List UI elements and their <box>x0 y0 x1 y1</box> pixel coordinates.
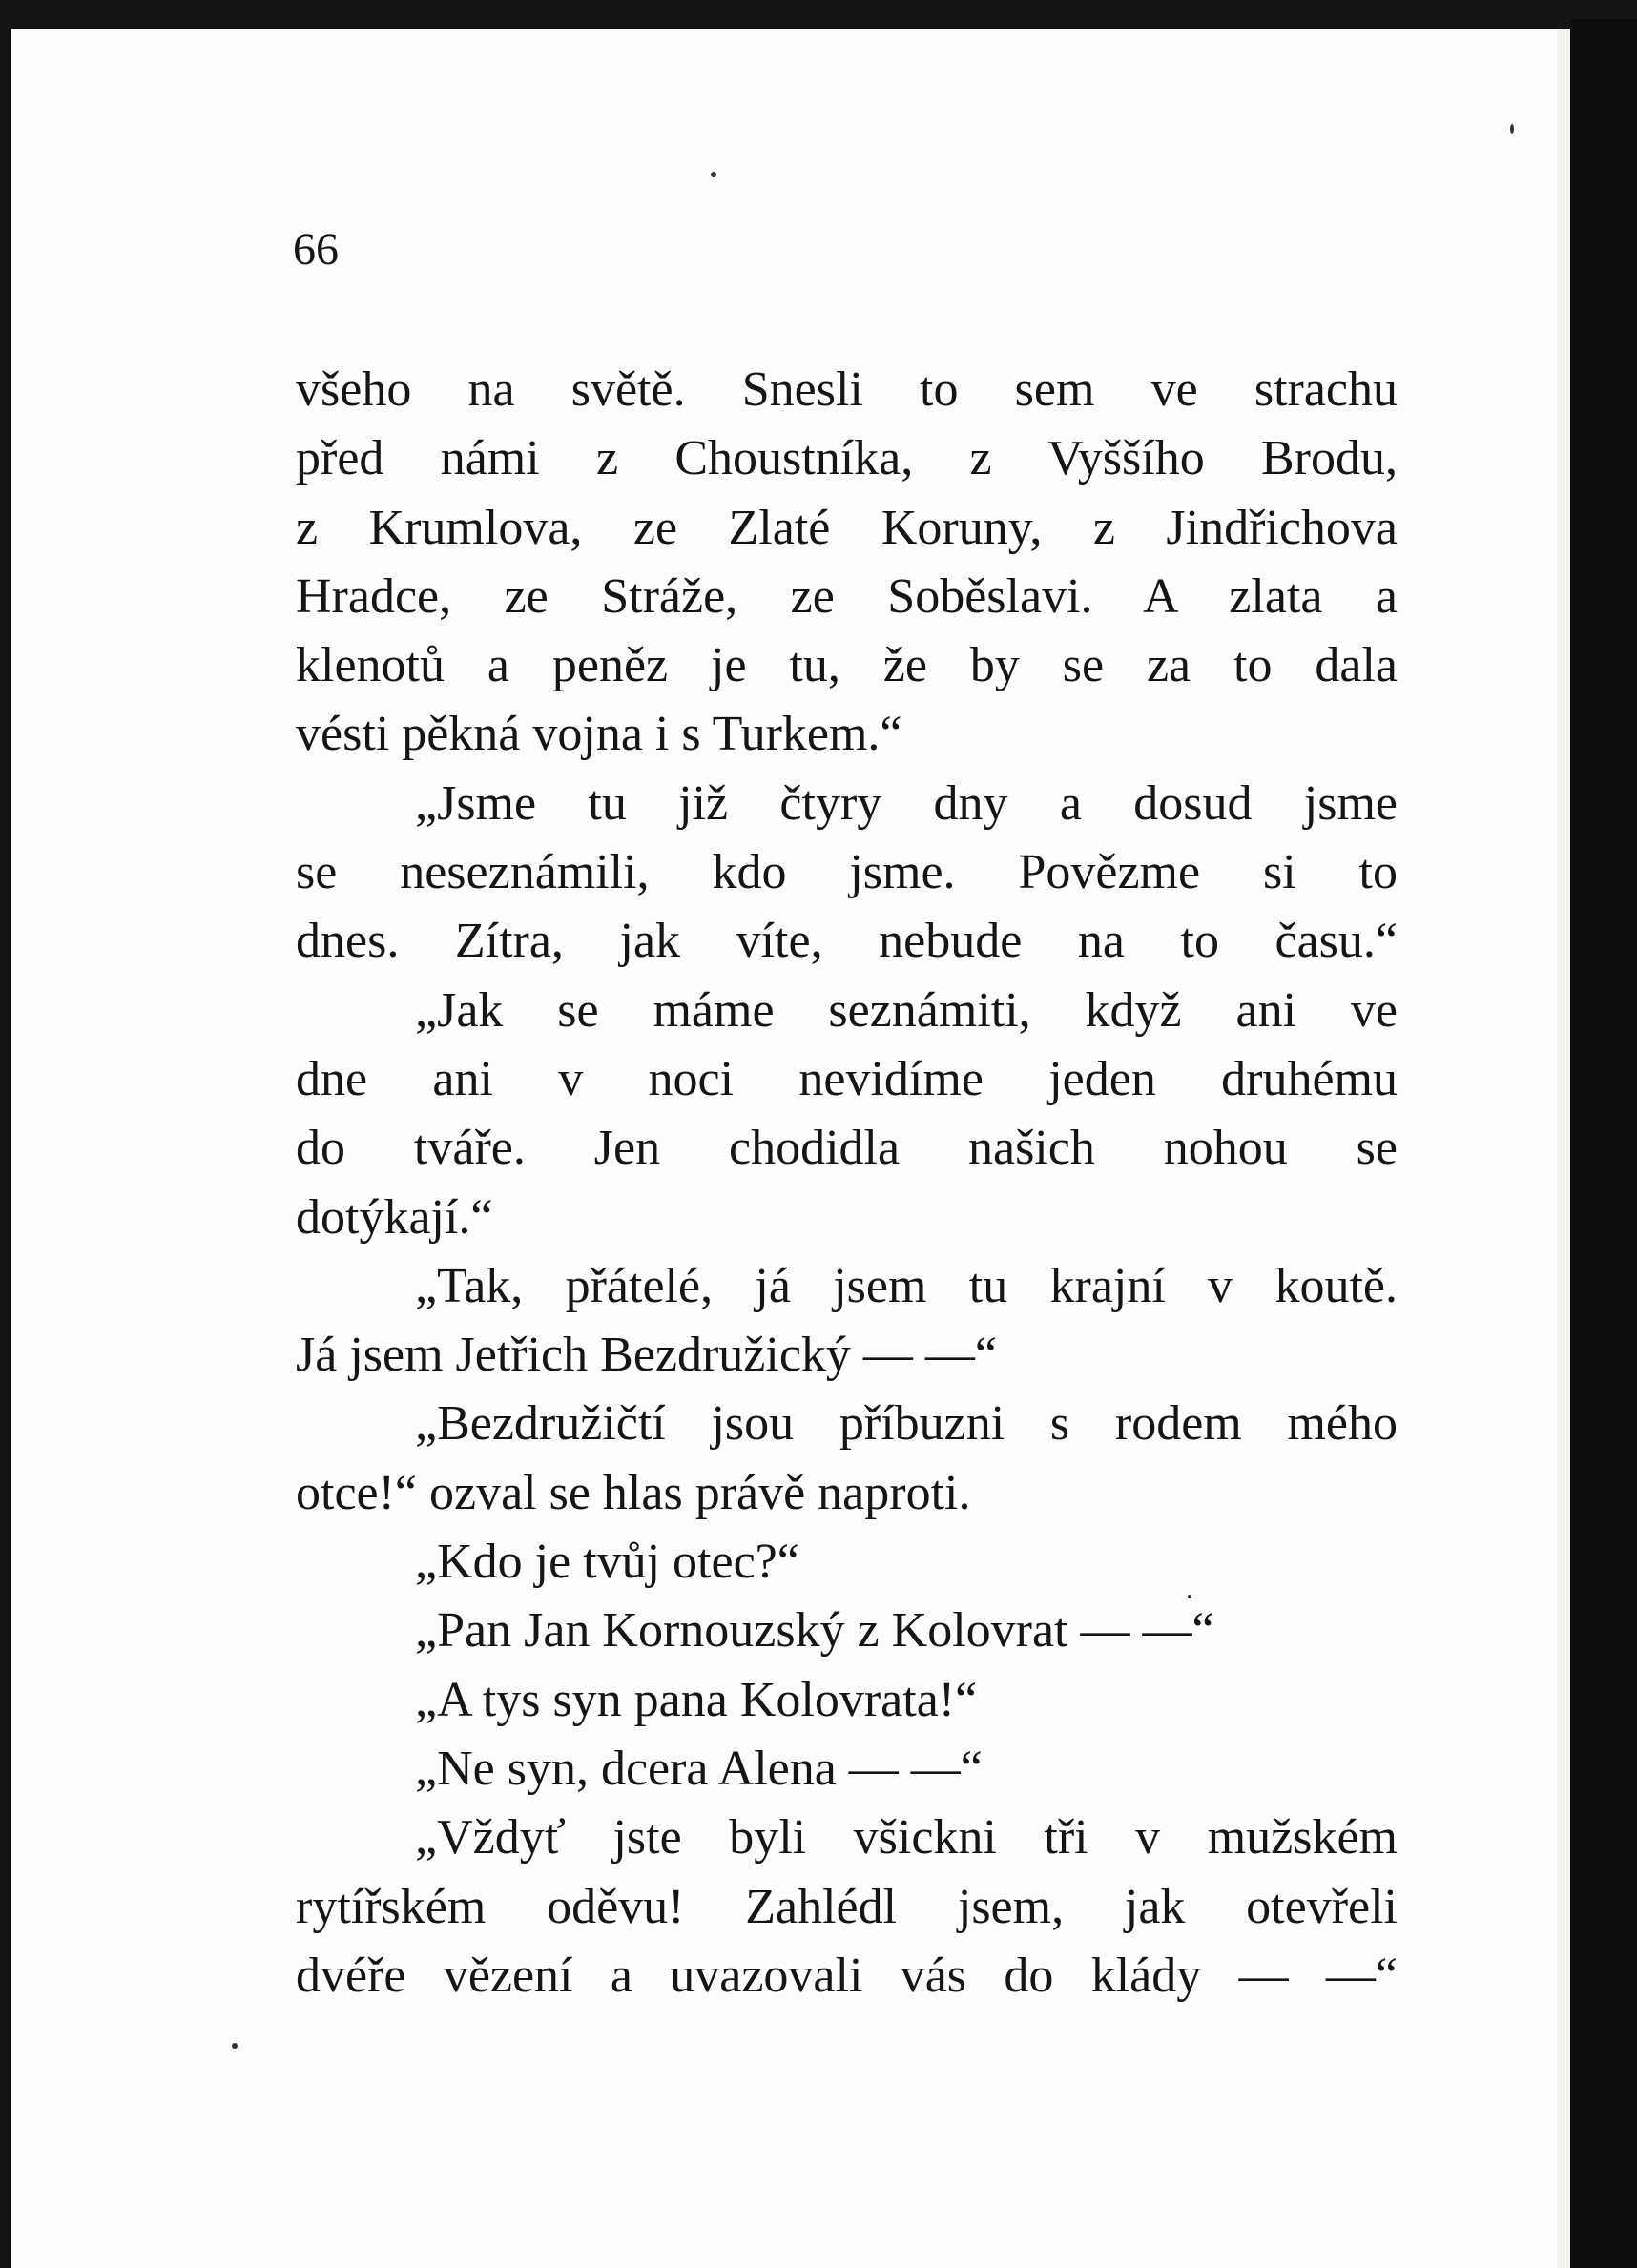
text-line: dne ani v noci nevidíme jeden druhému <box>296 1051 1398 1106</box>
text-line: „Jak se máme seznámiti, když ani ve <box>415 982 1398 1038</box>
text-line: „Vždyť jste byli všickni tři v mužském <box>415 1810 1398 1866</box>
text-line: „Ne syn, dcera Alena — —“ <box>415 1741 983 1796</box>
text-line: se neseznámili, kdo jsme. Povězme si to <box>296 845 1398 900</box>
text-line: vésti pěkná vojna i s Turkem.“ <box>296 707 902 762</box>
text-line: všeho na světě. Snesli to sem ve strachu <box>296 362 1398 417</box>
text-line: dotýkají.“ <box>296 1189 493 1245</box>
page-edge <box>1557 29 1570 2268</box>
text-line: do tváře. Jen chodidla našich nohou se <box>296 1121 1398 1176</box>
text-line: „Kdo je tvůj otec?“ <box>415 1535 799 1590</box>
book-spine <box>1570 19 1637 2268</box>
text-line: „Bezdružičtí jsou příbuzni s rodem mého <box>415 1396 1398 1452</box>
text-line: klenotů a peněz je tu, že by se za to dala <box>296 638 1398 693</box>
body-text <box>296 356 1398 2010</box>
text-line: z Krumlova, ze Zlaté Koruny, z Jindřichova <box>296 500 1398 555</box>
text-line: „Jsme tu již čtyry dny a dosud jsme <box>415 775 1398 831</box>
text-line: rytířském oděvu! Zahlédl jsem, jak otevřeli <box>296 1879 1398 1934</box>
text-line: Já jsem Jetřich Bezdružický — —“ <box>296 1328 997 1383</box>
text-line: před námi z Choustníka, z Vyššího Brodu, <box>296 431 1398 486</box>
ink-speck <box>1510 124 1514 134</box>
text-line: dnes. Zítra, jak víte, nebude na to času.“ <box>296 914 1398 969</box>
ink-speck <box>232 2043 238 2049</box>
text-line: „Tak, přátelé, já jsem tu krajní v koutě. <box>415 1258 1398 1313</box>
text-line: Hradce, ze Stráže, ze Soběslavi. A zlata a <box>296 568 1398 624</box>
text-line: „Pan Jan Kornouzský z Kolovrat — —“ <box>415 1603 1214 1659</box>
page-number: 66 <box>293 224 339 275</box>
text-line: „A tys syn pana Kolovrata!“ <box>415 1672 978 1727</box>
text-line: otce!“ ozval se hlas právě naproti. <box>296 1465 971 1520</box>
ink-speck <box>711 172 716 177</box>
text-line: dvéře vězení a uvazovali vás do klády — —“ <box>296 1948 1398 2003</box>
